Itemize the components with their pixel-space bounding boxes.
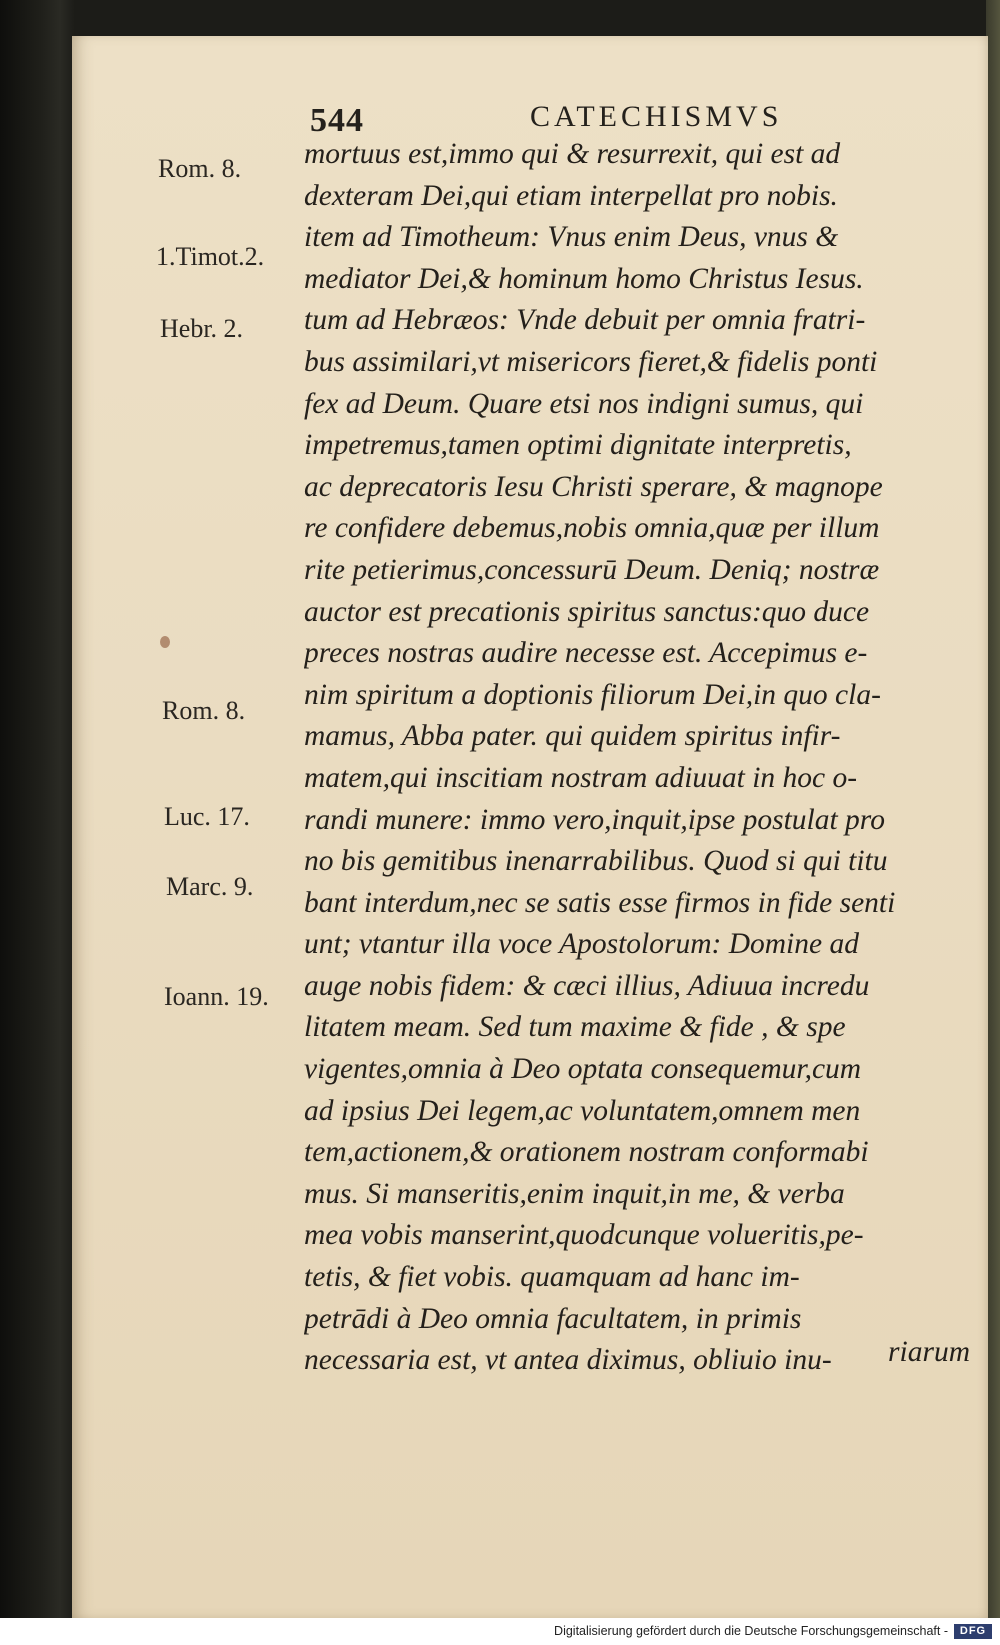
text-line: auge nobis fidem: & cæci illius, Adiuua incredu	[304, 969, 870, 1002]
text-line: necessaria est, vt antea diximus, obliuio inu-	[304, 1344, 832, 1377]
text-line: preces nostras audire necesse est. Accepimus e-	[304, 637, 868, 670]
running-title: CATECHISMVS	[530, 100, 783, 133]
funding-credit: Digitalisierung gefördert durch die Deutsche Forschungsgemeinschaft -	[554, 1624, 948, 1638]
body-text	[304, 134, 976, 1382]
book-page	[72, 36, 988, 1618]
text-line: litatem meam. Sed tum maxime & fide , & spe	[304, 1011, 846, 1044]
book-cover-edge	[986, 0, 1000, 1630]
text-line: tum ad Hebræos: Vnde debuit per omnia fratri-	[304, 304, 866, 337]
text-line: mamus, Abba pater. qui quidem spiritus infir-	[304, 720, 841, 753]
text-line: bus assimilari,vt misericors fieret,& fidelis ponti	[304, 345, 878, 378]
margin-note-timot-2: 1.Timot.2.	[156, 242, 265, 271]
text-line: no bis gemitibus inenarrabilibus. Quod si qui titu	[304, 845, 888, 878]
text-line: fex ad Deum. Quare etsi nos indigni sumus, qui	[304, 387, 864, 420]
margin-note-luc-17: Luc. 17.	[164, 802, 250, 831]
text-line: rite petierimus,concessurū Deum. Deniq; nostræ	[304, 553, 880, 586]
text-line: mediator Dei,& hominum homo Christus Iesus.	[304, 262, 864, 295]
text-line: unt; vtantur illa voce Apostolorum: Domine ad	[304, 928, 859, 961]
margin-note-hebr-2: Hebr. 2.	[160, 314, 244, 343]
text-line: ad ipsius Dei legem,ac voluntatem,omnem men	[304, 1094, 861, 1127]
text-line: tem,actionem,& orationem nostram conformabi	[304, 1136, 869, 1169]
page-number: 544	[310, 102, 364, 139]
text-line: petrādi à Deo omnia facultatem, in primis	[304, 1302, 802, 1335]
text-line: matem,qui inscitiam nostram adiuuat in hoc o-	[304, 761, 858, 794]
text-line: mea vobis manserint,quodcunque volueritis,pe-	[304, 1219, 864, 1252]
margin-note-marc-9: Marc. 9.	[166, 872, 254, 901]
text-line: impetremus,tamen optimi dignitate interpretis,	[304, 429, 852, 462]
text-line: nim spiritum a doptionis filiorum Dei,in quo cla-	[304, 678, 881, 711]
margin-notes	[72, 36, 302, 1236]
dfg-logo-icon: DFG	[954, 1624, 992, 1639]
digitization-footer	[0, 1618, 1000, 1645]
text-line: tetis, & fiet vobis. quamquam ad hanc im-	[304, 1261, 800, 1294]
catchword: riarum	[888, 1336, 970, 1368]
text-line: mortuus est,immo qui & resurrexit, qui est ad	[304, 138, 841, 170]
text-line: ac deprecatoris Iesu Christi sperare, & magnope	[304, 470, 883, 503]
text-line: dexteram Dei,qui etiam interpellat pro nobis.	[304, 179, 838, 212]
margin-note-rom-8: Rom. 8.	[158, 154, 242, 183]
text-line: vigentes,omnia à Deo optata consequemur,cum	[304, 1053, 862, 1086]
text-line: randi munere: immo vero,inquit,ipse postulat pro	[304, 803, 885, 836]
text-line: auctor est precationis spiritus sanctus:quo duce	[304, 595, 870, 628]
margin-note-ioann-19: Ioann. 19.	[164, 982, 269, 1011]
text-line: re confidere debemus,nobis omnia,quæ per illum	[304, 512, 880, 545]
margin-note-rom-8-second: Rom. 8.	[162, 696, 246, 725]
text-line: item ad Timotheum: Vnus enim Deus, vnus &	[304, 221, 839, 254]
text-line: bant interdum,nec se satis esse firmos in fide senti	[304, 886, 896, 919]
text-line: mus. Si manseritis,enim inquit,in me, & verba	[304, 1177, 845, 1210]
